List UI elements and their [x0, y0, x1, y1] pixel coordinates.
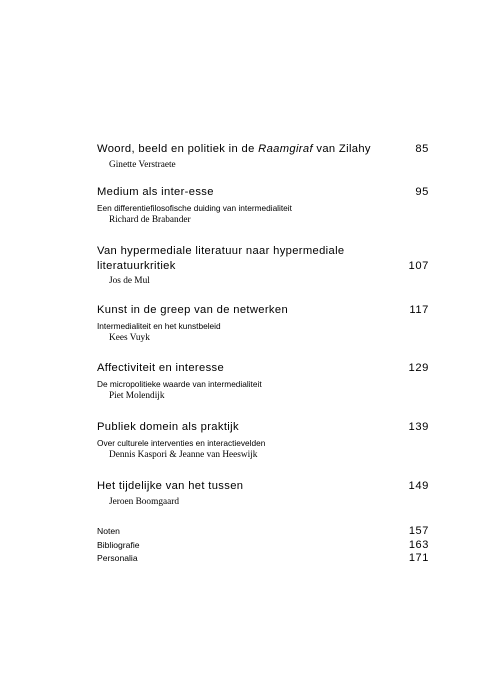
toc-entry-author: Richard de Brabander: [109, 214, 191, 225]
toc-entry-title[interactable]: Kunst in de greep van de netwerken: [97, 304, 289, 316]
toc-entry: [97, 420, 429, 479]
toc-entry-author: Ginette Verstraete: [109, 159, 176, 170]
toc-entry-title[interactable]: [97, 244, 409, 273]
toc-entry-title-row: [97, 244, 429, 273]
toc-entry-page: 139: [408, 421, 429, 433]
back-matter-label: Noten: [97, 526, 120, 536]
toc-entry: [97, 479, 429, 508]
back-matter-page: 157: [408, 525, 429, 537]
toc-entry-subtitle: Intermedialiteit en het kunstbeleid: [97, 320, 221, 331]
toc-entry-title-row: [97, 185, 429, 200]
toc-entry: [97, 142, 429, 185]
toc-entry-page: 129: [408, 362, 429, 374]
toc-entry-page: 95: [415, 186, 429, 198]
back-matter-item[interactable]: [97, 525, 429, 539]
toc-entry: [97, 185, 429, 244]
toc-entry-title[interactable]: Publiek domein als praktijk: [97, 421, 239, 433]
toc-entry-author: Piet Molendijk: [109, 390, 165, 401]
back-matter-label: Personalia: [97, 553, 138, 563]
toc-entry-subtitle: Over culturele interventies en interactievelden: [97, 437, 266, 448]
back-matter-list: [97, 525, 429, 566]
toc-entry-author: Jeroen Boomgaard: [109, 496, 179, 507]
toc-entry-title[interactable]: Medium als inter-esse: [97, 186, 214, 198]
toc-entry-title-row: [97, 142, 429, 157]
back-matter-item[interactable]: [97, 539, 429, 553]
back-matter-item[interactable]: [97, 552, 429, 566]
toc-entry: [97, 244, 429, 303]
toc-entry-subtitle: De micropolitieke waarde van intermedialiteit: [97, 378, 262, 389]
back-matter-page: 163: [408, 538, 429, 551]
toc-entry: [97, 303, 429, 361]
title-line: literatuurkritiek: [97, 259, 176, 272]
toc-entry-subtitle: Een differentiefilosofische duiding van intermedialiteit: [97, 202, 292, 213]
toc-entry-title-row: [97, 479, 429, 494]
toc-entry-title[interactable]: [97, 142, 415, 157]
toc-entry-page: 85: [415, 143, 429, 155]
toc-entry-author: Dennis Kaspori & Jeanne van Heeswijk: [109, 449, 258, 460]
title-text: Woord, beeld en politiek in de: [97, 143, 259, 155]
toc-entry-author: Jos de Mul: [109, 276, 150, 286]
title-text: van Zilahy: [312, 143, 371, 155]
toc-entry-title[interactable]: Het tijdelijke van het tussen: [97, 480, 244, 492]
toc-entry-title-row: [97, 420, 429, 435]
toc-entry-title-row: [97, 303, 429, 318]
toc-entry-page: 149: [408, 480, 429, 492]
toc-entry: [97, 361, 429, 420]
title-italic-text: Raamgiraf: [258, 143, 313, 155]
back-matter-label: Bibliografie: [97, 539, 140, 550]
title-line: Van hypermediale literatuur naar hypermediale: [97, 245, 345, 257]
toc-entry-page: 107: [408, 259, 429, 272]
toc-entry-title[interactable]: Affectiviteit en interesse: [97, 362, 225, 374]
toc-entry-title-row: [97, 361, 429, 376]
back-matter-page: 171: [408, 552, 429, 564]
toc-entry-page: 117: [409, 304, 429, 316]
table-of-contents: [97, 142, 429, 508]
toc-entry-author: Kees Vuyk: [109, 332, 150, 343]
